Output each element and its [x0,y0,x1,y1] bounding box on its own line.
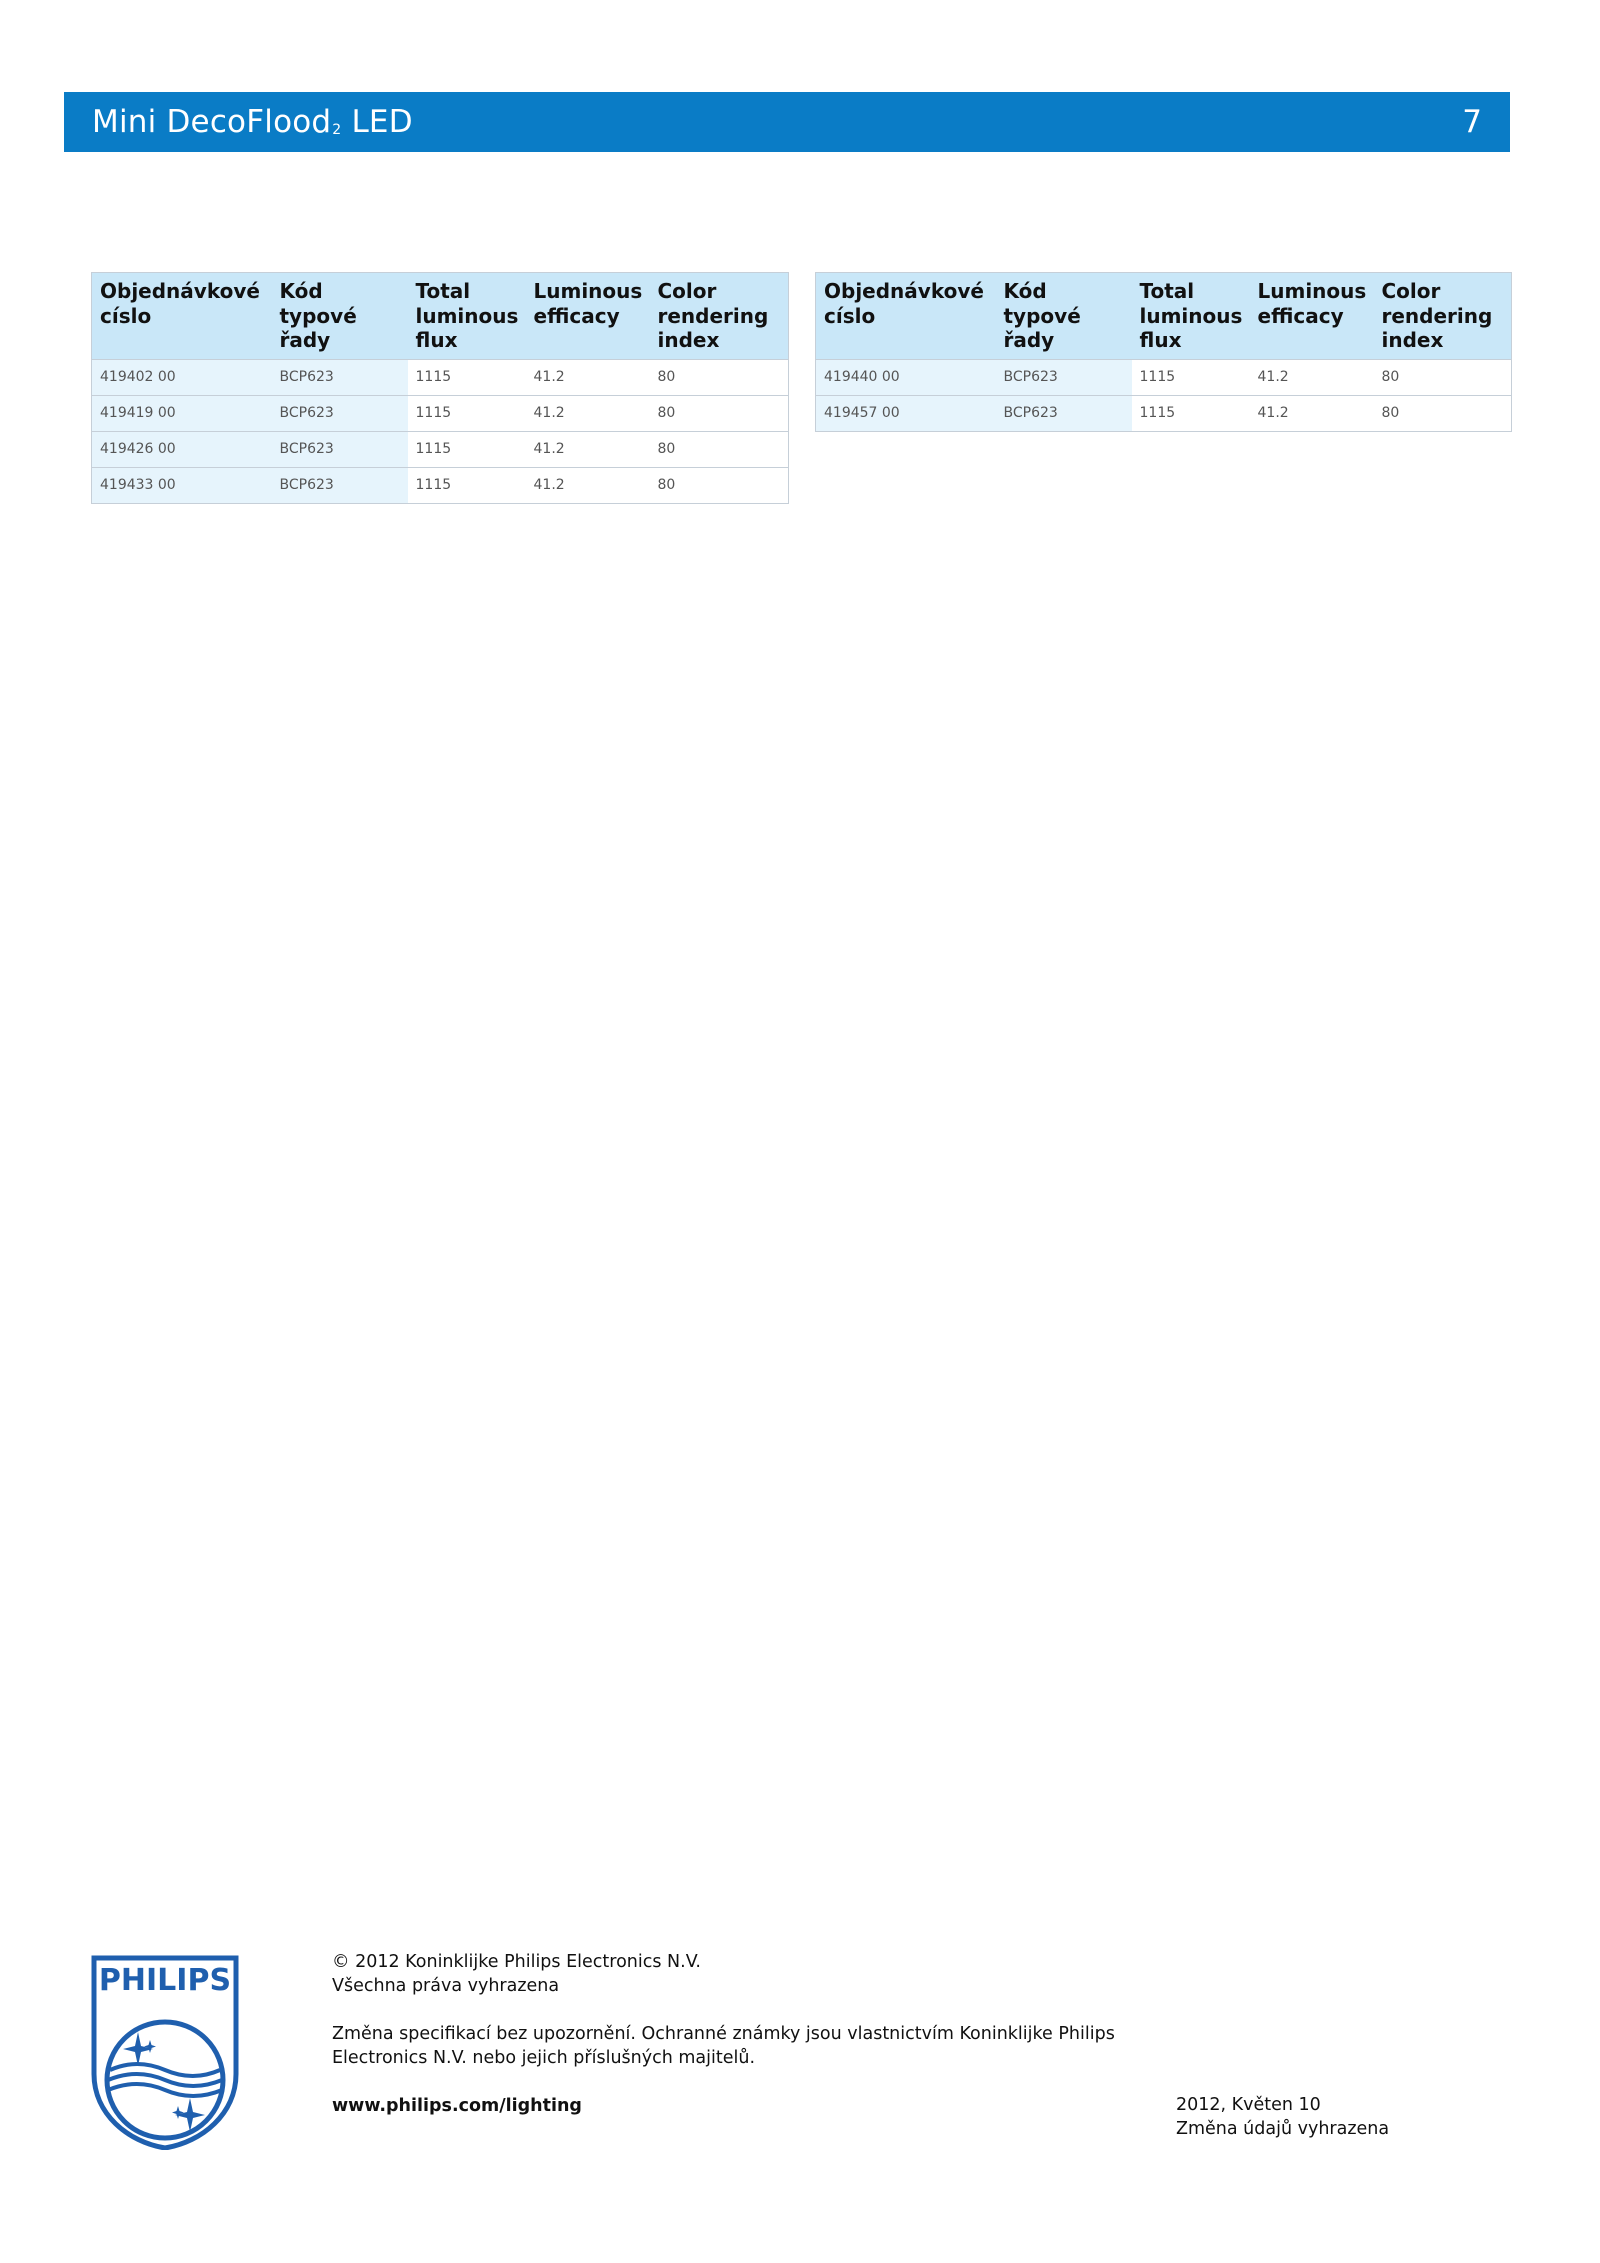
table-cell: 41.2 [526,467,650,503]
column-header-line: flux [1139,328,1182,352]
column-header-line: luminous [1139,303,1243,328]
table-cell: BCP623 [272,395,408,431]
column-header [526,273,650,360]
column-header-line: císlo [824,303,876,328]
notice-text-line1: Změna specifikací bez upozornění. Ochranné známky jsou vlastnictvím Koninklijke Philips [332,2024,1115,2044]
table-cell: 41.2 [1250,359,1374,395]
column-header-line: index [657,328,720,352]
table-cell: 80 [1374,359,1512,395]
table-cell: 41.2 [526,431,650,467]
column-header [272,273,408,360]
table-row [92,395,789,431]
column-header-line: Total [415,279,471,303]
rights-text: Všechna práva vyhrazena [332,1976,560,1996]
column-header-line: řady [1003,328,1055,352]
table-cell: 80 [650,395,789,431]
column-header-line: typové [279,303,357,328]
table-cell: 1115 [1132,359,1250,395]
column-header-line: rendering [657,303,769,328]
column-header-line: Color [1381,279,1441,303]
change-note: Změna údajů vyhrazena [1176,2119,1390,2139]
table-cell: 1115 [408,431,526,467]
column-header-line: Color [657,279,717,303]
column-header-line: Luminous [533,279,643,303]
table-cell: BCP623 [272,431,408,467]
column-header-line: řady [279,328,331,352]
page-number: 7 [1462,104,1482,140]
column-header [408,273,526,360]
table-cell: 80 [650,431,789,467]
column-header [996,273,1132,360]
table-cell: BCP623 [272,359,408,395]
footer-legal [332,1950,1192,2118]
column-header-line: Kód [1003,279,1047,303]
column-header-line: efficacy [533,303,620,328]
column-header [816,273,996,360]
column-header-line: flux [415,328,458,352]
footer-date-block [1176,2093,1389,2141]
table-cell: 1115 [408,359,526,395]
copyright-text: © 2012 Koninklijke Philips Electronics N.V. [332,1952,701,1972]
table-cell: 1115 [408,395,526,431]
column-header-line: Objednávkové [100,279,260,303]
document-title: Mini DecoFlood$^2$ LED [92,104,413,140]
column-header-line: Objednávkové [824,279,984,303]
title-superscript: 2 [332,122,342,138]
table-cell: BCP623 [272,467,408,503]
table-cell: 419457 00 [816,395,996,431]
column-header-line: Total [1139,279,1195,303]
table-cell: 419426 00 [92,431,272,467]
table-cell: 41.2 [526,359,650,395]
table-cell: 1115 [408,467,526,503]
table-row [92,467,789,503]
notice-text-line2: Electronics N.V. nebo jejich příslušných majitelů. [332,2048,756,2068]
table-cell: BCP623 [996,395,1132,431]
column-header-line: Luminous [1257,279,1367,303]
column-header [1132,273,1250,360]
header-bar [64,92,1510,152]
column-header [1250,273,1374,360]
philips-logo [90,1954,240,2150]
column-header-line: rendering [1381,303,1493,328]
product-table-right [815,272,1512,432]
table-row [92,359,789,395]
table-cell: 41.2 [1250,395,1374,431]
website-link[interactable]: www.philips.com/lighting [332,2096,582,2116]
column-header [650,273,789,360]
table-cell: 80 [650,359,789,395]
column-header-line: typové [1003,303,1081,328]
table-cell: 1115 [1132,395,1250,431]
table-header-row [816,273,1512,360]
table-cell: 80 [650,467,789,503]
column-header-line: císlo [100,303,152,328]
table-row [92,431,789,467]
table-row [816,395,1512,431]
column-header-line: luminous [415,303,519,328]
column-header [92,273,272,360]
table-cell: 80 [1374,395,1512,431]
table-cell: 419419 00 [92,395,272,431]
publication-date: 2012, Květen 10 [1176,2095,1321,2115]
table-cell: 41.2 [526,395,650,431]
logo-wordmark: PHILIPS [98,1963,232,1998]
table-cell: 419440 00 [816,359,996,395]
table-cell: BCP623 [996,359,1132,395]
table-cell: 419402 00 [92,359,272,395]
column-header-line: Kód [279,279,323,303]
table-cell: 419433 00 [92,467,272,503]
column-header [1374,273,1512,360]
table-row [816,359,1512,395]
table-header-row [92,273,789,360]
product-table-left [91,272,789,504]
column-header-line: efficacy [1257,303,1344,328]
column-header-line: index [1381,328,1444,352]
